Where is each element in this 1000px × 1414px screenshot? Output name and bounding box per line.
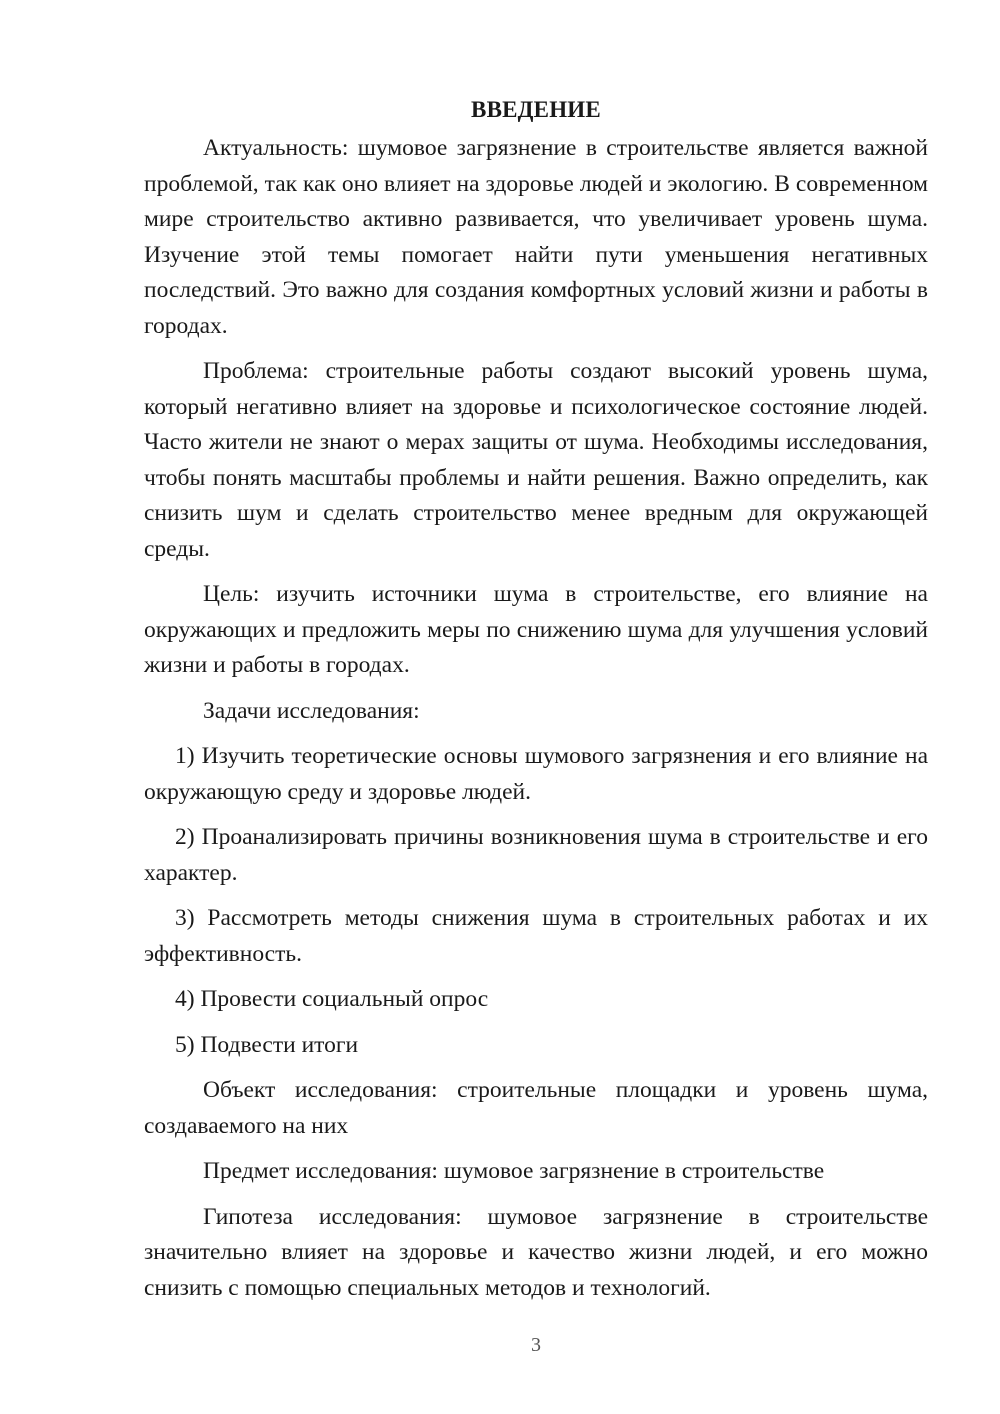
hypothesis-paragraph: Гипотеза исследования: шумовое загрязнение в строительстве значительно влияет на здоровье и качество жизни людей, и его можно снизить с помощью специальных методов и технологий.	[144, 1203, 928, 1301]
task-item: 5) Подвести итоги	[175, 1031, 359, 1058]
object-paragraph: Объект исследования: строительные площадки и уровень шума, создаваемого на них	[144, 1077, 928, 1139]
tasks-list	[144, 739, 928, 1063]
task-item: 2) Проанализировать причины возникновения шума в строительстве и его характер.	[144, 824, 928, 886]
goal-paragraph: Цель: изучить источники шума в строительстве, его влияние на окружающих и предложить меры по снижению шума для улучшения условий жизни и работы в городах.	[144, 581, 928, 678]
page-content	[144, 92, 928, 1316]
problem-paragraph: Проблема: строительные работы создают высокий уровень шума, который негативно влияет на здоровье и психологическое состояние людей. Часто жители не знают о мерах защиты от шума. Необходимы исследования, чтобы понять масштабы проблемы и найти решения. Важно определить, как снизить шум и сделать строительство менее вредным для окружающей среды.	[144, 358, 928, 562]
section-heading: ВВЕДЕНИЕ	[471, 97, 601, 122]
subject-paragraph: Предмет исследования: шумовое загрязнение в строительстве	[203, 1158, 825, 1184]
task-item: 1) Изучить теоретические основы шумового загрязнения и его влияние на окружающую среду и здоровье людей.	[144, 743, 928, 805]
task-item: 3) Рассмотреть методы снижения шума в строительных работах и их эффективность.	[144, 905, 928, 967]
relevance-paragraph: Актуальность: шумовое загрязнение в строительстве является важной проблемой, так как оно влияет на здоровье людей и экологию. В современном мире строительство активно развивается, что увеличивает уровень шума. Изучение этой темы помогает найти пути уменьшения негативных последствий. Это важно для создания комфортных условий жизни и работы в городах.	[144, 135, 928, 339]
page-number: 3	[531, 1334, 541, 1356]
task-item: 4) Провести социальный опрос	[175, 986, 489, 1012]
tasks-title: Задачи исследования:	[203, 697, 420, 724]
